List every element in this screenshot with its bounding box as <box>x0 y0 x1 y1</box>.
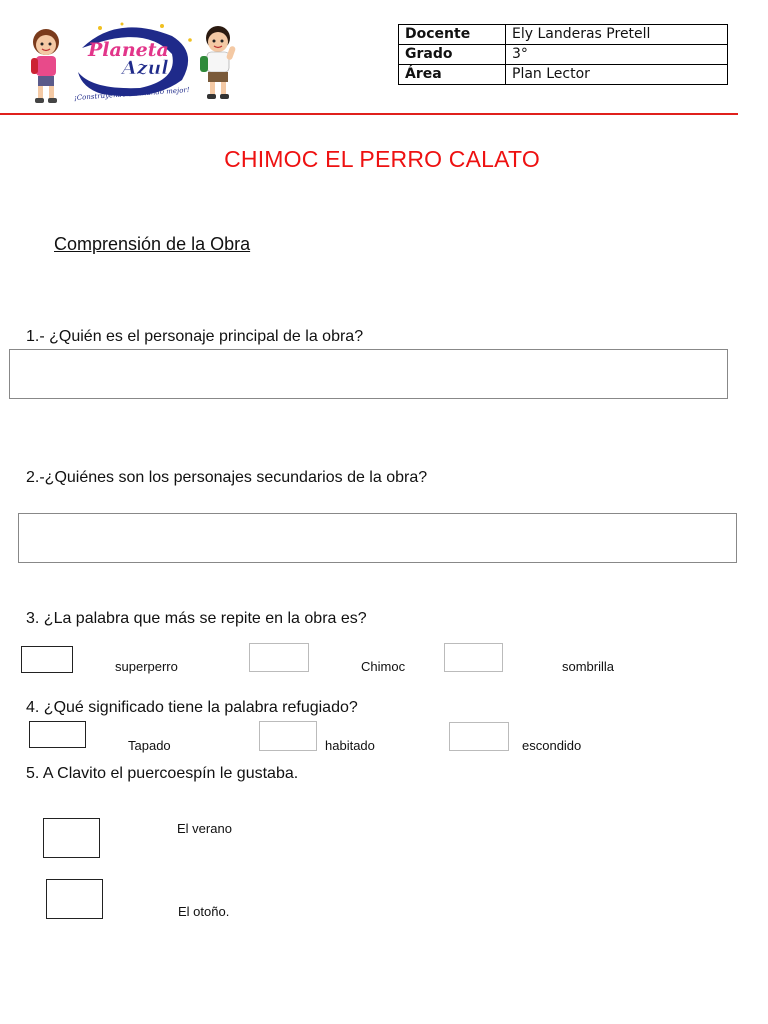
answer-box-2[interactable] <box>18 513 737 563</box>
checkbox-tapado[interactable] <box>29 721 86 748</box>
checkbox-sombrilla[interactable] <box>444 643 503 672</box>
checkbox-el-verano[interactable] <box>43 818 100 858</box>
info-table <box>398 24 728 85</box>
svg-text:¡Construyendo un mundo mejor!: ¡Construyendo un mundo mejor! <box>73 85 190 103</box>
boy-character-icon <box>200 26 236 99</box>
option-label: sombrilla <box>562 659 615 674</box>
section-subtitle: Comprensión de la Obra <box>54 234 251 254</box>
info-value: Plan Lector <box>506 65 728 85</box>
checkbox-el-otono[interactable] <box>46 879 103 919</box>
girl-character-icon <box>31 29 59 103</box>
question-3: 3. ¿La palabra que más se repite en la obra es? <box>26 610 367 627</box>
page-title: CHIMOC EL PERRO CALATO <box>224 146 540 172</box>
info-row-area <box>399 65 728 85</box>
question-4: 4. ¿Qué significado tiene la palabra refugiado? <box>26 699 358 716</box>
info-row-docente <box>399 25 728 45</box>
svg-text:Azul: Azul <box>122 57 169 79</box>
checkbox-habitado[interactable] <box>259 721 317 751</box>
info-label: Área <box>399 65 506 85</box>
header-divider <box>0 113 738 115</box>
checkbox-superperro[interactable] <box>21 646 73 673</box>
option-label: El otoño. <box>178 904 230 919</box>
question-5: 5. A Clavito el puercoespín le gustaba. <box>26 765 299 782</box>
option-label: superperro <box>115 659 178 674</box>
checkbox-escondido[interactable] <box>449 722 509 751</box>
info-label: Docente <box>399 25 506 45</box>
answer-box-1[interactable] <box>9 349 728 399</box>
question-1: 1.- ¿Quién es el personaje principal de la obra? <box>26 328 364 345</box>
school-logo <box>22 18 244 110</box>
info-value: 3° <box>506 45 728 65</box>
option-label: El verano <box>177 821 232 836</box>
svg-text:Planeta: Planeta <box>88 39 169 61</box>
option-label: habitado <box>325 738 375 753</box>
info-label: Grado <box>399 45 506 65</box>
option-label: Chimoc <box>361 659 406 674</box>
option-label: Tapado <box>128 738 171 753</box>
option-label: escondido <box>522 738 582 753</box>
info-value: Ely Landeras Pretell <box>506 25 728 45</box>
question-2: 2.-¿Quiénes son los personajes secundarios de la obra? <box>26 469 428 486</box>
checkbox-chimoc[interactable] <box>249 643 309 672</box>
info-row-grado <box>399 45 728 65</box>
